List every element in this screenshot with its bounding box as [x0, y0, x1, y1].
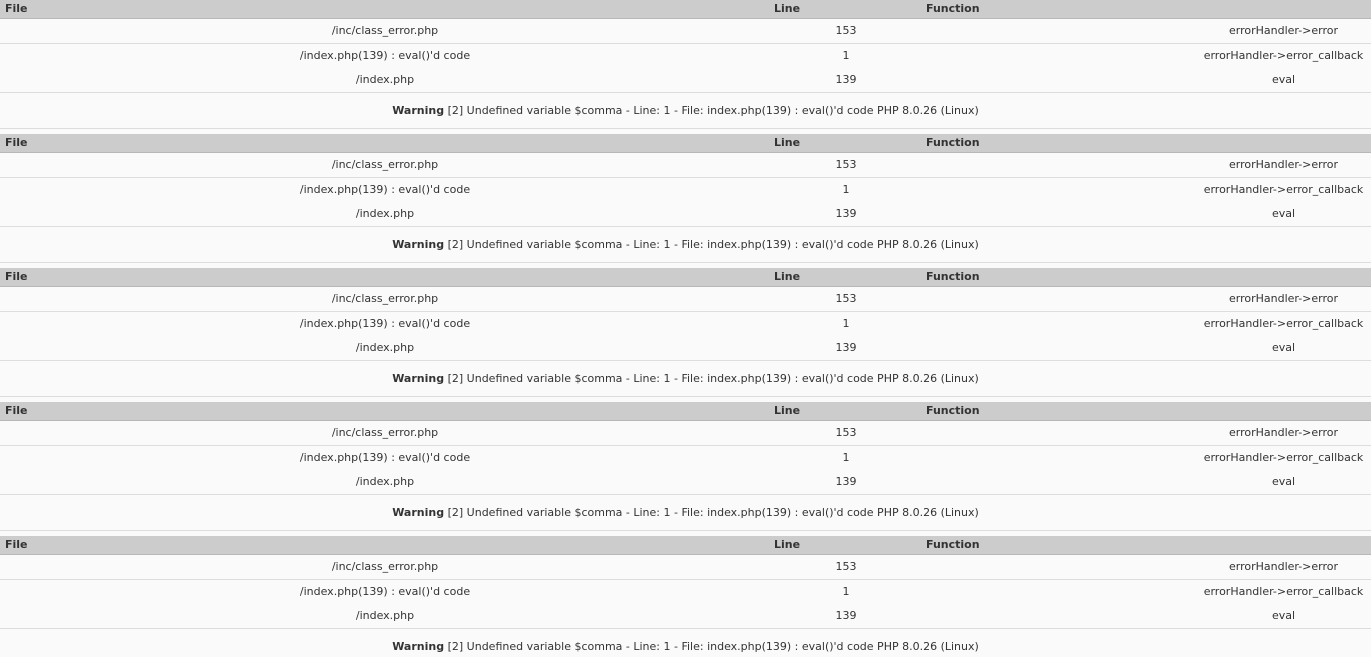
warning-label: Warning — [392, 506, 445, 519]
table-row — [0, 336, 1371, 361]
header-line: Line — [774, 270, 801, 283]
cell-line: 1 — [842, 451, 850, 464]
cell-file: /index.php(139) : eval()'d code — [299, 183, 471, 196]
header-function: Function — [926, 404, 980, 417]
warning-text: [2] Undefined variable $comma - Line: 1 - File: index.php(139) : eval()'d code PHP 8.0.26 (Linux) — [444, 104, 979, 117]
cell-line: 139 — [835, 341, 857, 354]
cell-line: 153 — [835, 292, 857, 305]
cell-file: /index.php(139) : eval()'d code — [299, 317, 471, 330]
header-function: Function — [926, 136, 980, 149]
table-row — [0, 555, 1371, 580]
header-file: File — [5, 538, 28, 551]
cell-file: /inc/class_error.php — [331, 292, 439, 305]
cell-line: 153 — [835, 560, 857, 573]
table-row — [0, 178, 1371, 203]
warning-message — [0, 227, 1371, 263]
cell-file: /inc/class_error.php — [331, 560, 439, 573]
backtrace-header — [0, 134, 1371, 153]
header-function: Function — [926, 270, 980, 283]
warning-text: [2] Undefined variable $comma - Line: 1 - File: index.php(139) : eval()'d code PHP 8.0.26 (Linux) — [444, 238, 979, 251]
backtrace-header — [0, 0, 1371, 19]
table-row — [0, 470, 1371, 495]
header-function: Function — [926, 2, 980, 15]
cell-file: /index.php — [355, 207, 415, 220]
cell-function: eval — [1271, 609, 1296, 622]
table-row — [0, 19, 1371, 44]
cell-function: errorHandler->error — [1228, 426, 1339, 439]
cell-function: eval — [1271, 475, 1296, 488]
cell-file: /index.php — [355, 73, 415, 86]
backtrace-block — [0, 268, 1371, 402]
table-row — [0, 153, 1371, 178]
table-row — [0, 287, 1371, 312]
cell-file: /index.php(139) : eval()'d code — [299, 585, 471, 598]
cell-line: 139 — [835, 73, 857, 86]
cell-function: errorHandler->error_callback — [1203, 451, 1364, 464]
cell-function: errorHandler->error — [1228, 560, 1339, 573]
table-row — [0, 44, 1371, 69]
cell-line: 139 — [835, 475, 857, 488]
cell-function: errorHandler->error_callback — [1203, 317, 1364, 330]
backtrace-header — [0, 402, 1371, 421]
warning-message — [0, 495, 1371, 531]
table-row — [0, 446, 1371, 471]
header-file: File — [5, 404, 28, 417]
warning-label: Warning — [392, 372, 445, 385]
cell-file: /index.php — [355, 341, 415, 354]
cell-function: errorHandler->error — [1228, 24, 1339, 37]
cell-file: /inc/class_error.php — [331, 426, 439, 439]
cell-function: errorHandler->error_callback — [1203, 585, 1364, 598]
warning-label: Warning — [392, 104, 445, 117]
cell-line: 153 — [835, 426, 857, 439]
table-row — [0, 202, 1371, 227]
cell-line: 153 — [835, 24, 857, 37]
cell-function: eval — [1271, 207, 1296, 220]
cell-file: /inc/class_error.php — [331, 158, 439, 171]
header-line: Line — [774, 538, 801, 551]
cell-line: 1 — [842, 183, 850, 196]
cell-function: eval — [1271, 341, 1296, 354]
cell-function: errorHandler->error — [1228, 158, 1339, 171]
backtrace-block — [0, 0, 1371, 134]
cell-function: errorHandler->error_callback — [1203, 49, 1364, 62]
cell-function: errorHandler->error_callback — [1203, 183, 1364, 196]
warning-message — [0, 93, 1371, 129]
backtrace-header — [0, 536, 1371, 555]
cell-line: 139 — [835, 207, 857, 220]
cell-line: 1 — [842, 49, 850, 62]
header-line: Line — [774, 136, 801, 149]
warning-message — [0, 629, 1371, 657]
header-file: File — [5, 2, 28, 15]
backtrace-block — [0, 402, 1371, 536]
warning-text: [2] Undefined variable $comma - Line: 1 - File: index.php(139) : eval()'d code PHP 8.0.26 (Linux) — [444, 372, 979, 385]
table-row — [0, 421, 1371, 446]
warning-label: Warning — [392, 238, 445, 251]
backtrace-block — [0, 134, 1371, 268]
backtrace-header — [0, 268, 1371, 287]
cell-file: /inc/class_error.php — [331, 24, 439, 37]
warning-label: Warning — [392, 640, 445, 653]
header-line: Line — [774, 404, 801, 417]
cell-line: 139 — [835, 609, 857, 622]
cell-file: /index.php(139) : eval()'d code — [299, 49, 471, 62]
warning-text: [2] Undefined variable $comma - Line: 1 - File: index.php(139) : eval()'d code PHP 8.0.26 (Linux) — [444, 506, 979, 519]
backtrace-block — [0, 536, 1371, 657]
cell-line: 1 — [842, 585, 850, 598]
table-row — [0, 312, 1371, 337]
cell-file: /index.php — [355, 609, 415, 622]
warning-text: [2] Undefined variable $comma - Line: 1 - File: index.php(139) : eval()'d code PHP 8.0.26 (Linux) — [444, 640, 979, 653]
table-row — [0, 68, 1371, 93]
warning-message — [0, 361, 1371, 397]
table-row — [0, 604, 1371, 629]
header-function: Function — [926, 538, 980, 551]
cell-line: 153 — [835, 158, 857, 171]
cell-file: /index.php(139) : eval()'d code — [299, 451, 471, 464]
cell-function: eval — [1271, 73, 1296, 86]
header-file: File — [5, 136, 28, 149]
header-file: File — [5, 270, 28, 283]
header-line: Line — [774, 2, 801, 15]
cell-function: errorHandler->error — [1228, 292, 1339, 305]
table-row — [0, 580, 1371, 605]
cell-line: 1 — [842, 317, 850, 330]
cell-file: /index.php — [355, 475, 415, 488]
